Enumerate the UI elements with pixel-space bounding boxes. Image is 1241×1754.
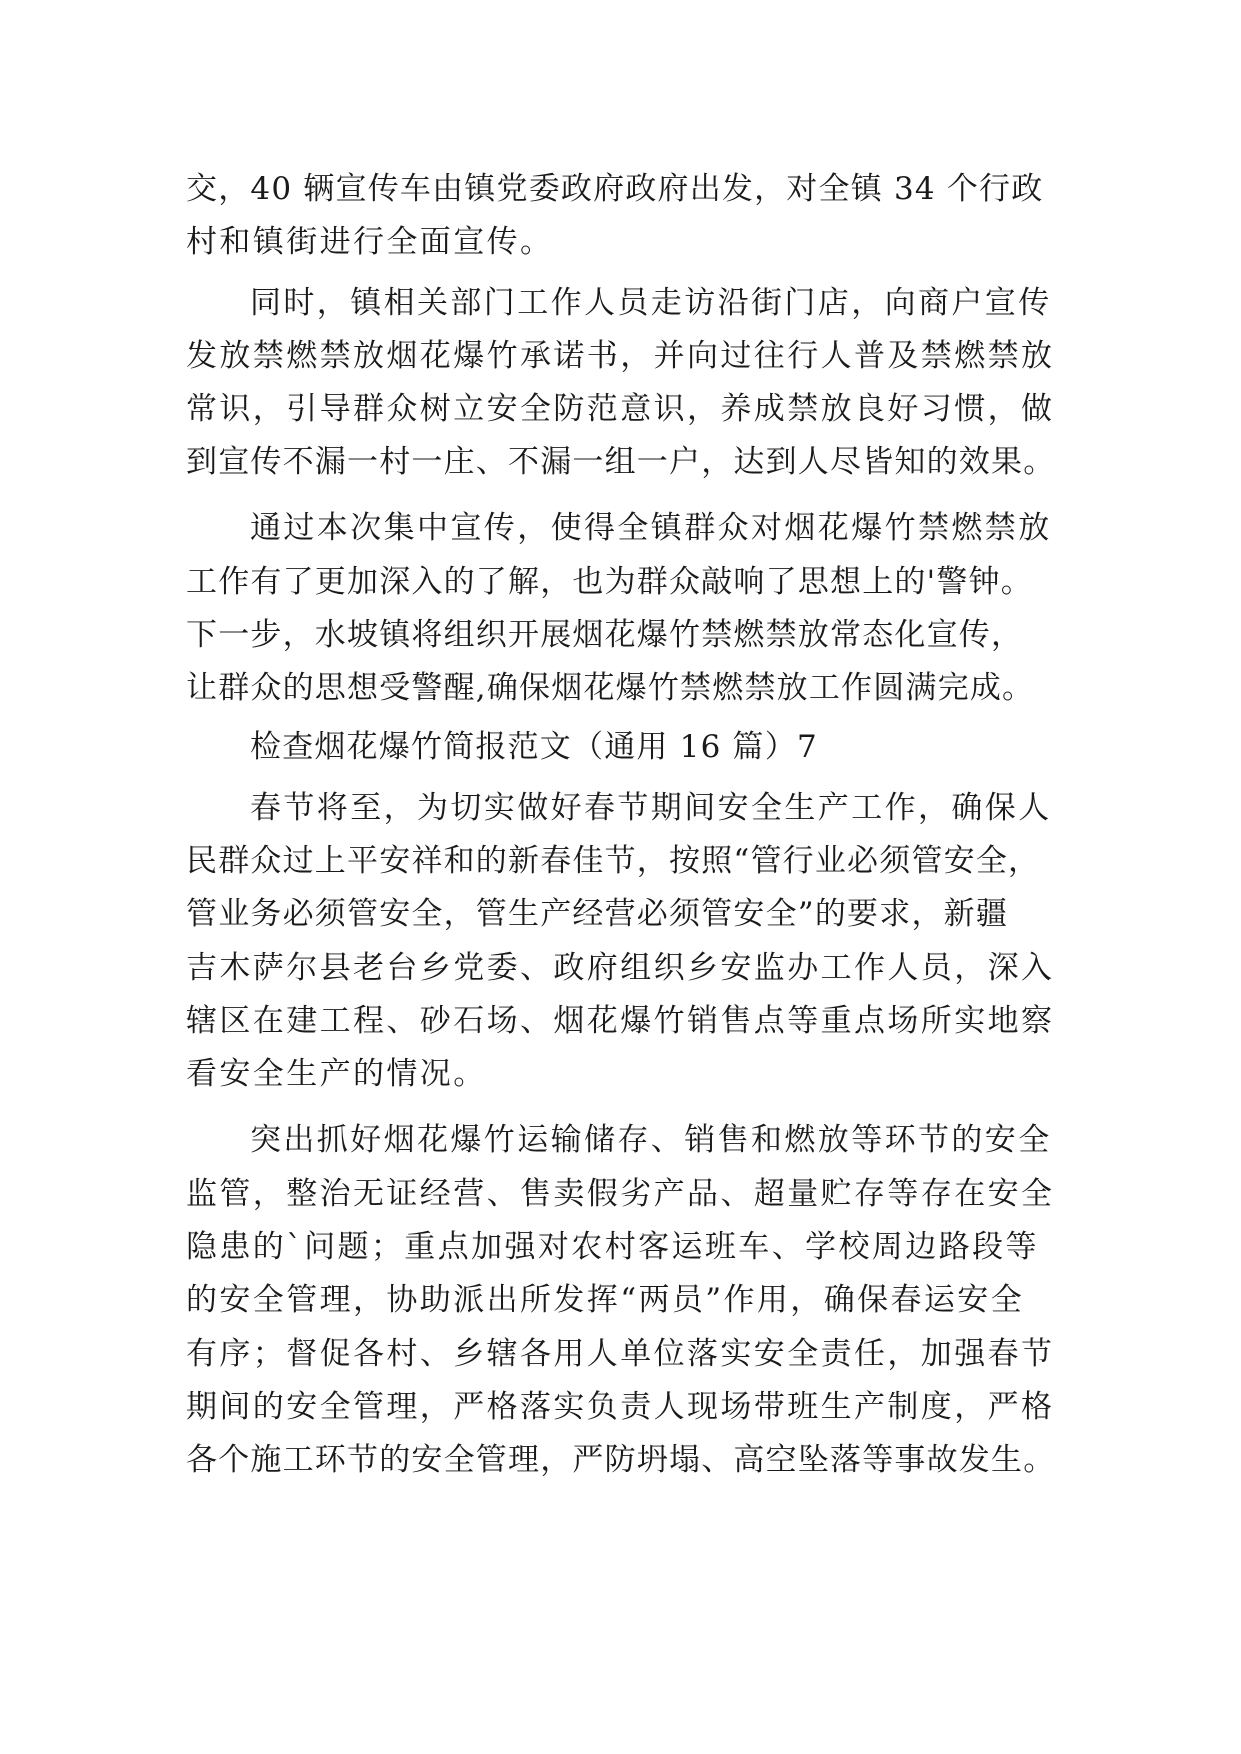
text-line: 到宣传不漏一村一庄、不漏一组一户，达到人尽皆知的效果。	[186, 444, 1056, 480]
text-line: 的安全管理，协助派出所发挥“两员”作用，确保春运安全	[186, 1282, 1025, 1318]
text-line: 辖区在建工程、砂石场、烟花爆竹销售点等重点场所实地察	[186, 1003, 1055, 1039]
section-heading: 检查烟花爆竹简报范文（通用 16 篇）7	[250, 729, 818, 765]
text-line: 期间的安全管理，严格落实负责人现场带班生产制度，严格	[186, 1389, 1055, 1425]
text-line: 看安全生产的情况。	[186, 1056, 487, 1092]
text-line: 吉木萨尔县老台乡党委、政府组织乡安监办工作人员，深入	[186, 950, 1055, 986]
text-line: 下一步，水坡镇将组织开展烟花爆竹禁燃禁放常态化宣传，	[186, 617, 1024, 653]
text-line: 民群众过上平安祥和的新春佳节，按照“管行业必须管安全，	[186, 843, 1041, 879]
text-line: 管业务必须管安全，管生产经营必须管安全”的要求，新疆	[186, 896, 1009, 932]
text-line: 同时，镇相关部门工作人员走访沿街门店，向商户宣传	[250, 285, 1052, 321]
text-line: 通过本次集中宣传，使得全镇群众对烟花爆竹禁燃禁放	[250, 510, 1052, 546]
text-line: 监管，整治无证经营、售卖假劣产品、超量贮存等存在安全	[186, 1176, 1055, 1212]
text-line: 突出抓好烟花爆竹运输储存、销售和燃放等环节的安全	[250, 1122, 1052, 1158]
text-line: 发放禁燃禁放烟花爆竹承诺书，并向过往行人普及禁燃禁放	[186, 338, 1055, 374]
text-line: 让群众的思想受警醒,确保烟花爆竹禁燃禁放工作圆满完成。	[186, 670, 1035, 706]
text-line: 工作有了更加深入的了解，也为群众敲响了思想上的'警钟。	[186, 564, 1033, 600]
text-line: 各个施工环节的安全管理，严防坍塌、高空坠落等事故发生。	[186, 1442, 1056, 1478]
text-line: 有序；督促各村、乡辖各用人单位落实安全责任，加强春节	[186, 1336, 1055, 1372]
text-line: 交，40 辆宣传车由镇党委政府政府出发，对全镇 34 个行政	[186, 171, 1044, 207]
text-line: 春节将至，为切实做好春节期间安全生产工作，确保人	[250, 790, 1052, 826]
text-line: 常识，引导群众树立安全防范意识，养成禁放良好习惯，做	[186, 391, 1055, 427]
text-line: 隐患的`问题；重点加强对农村客运班车、学校周边路段等	[186, 1229, 1039, 1265]
text-line: 村和镇街进行全面宣传。	[186, 224, 554, 260]
